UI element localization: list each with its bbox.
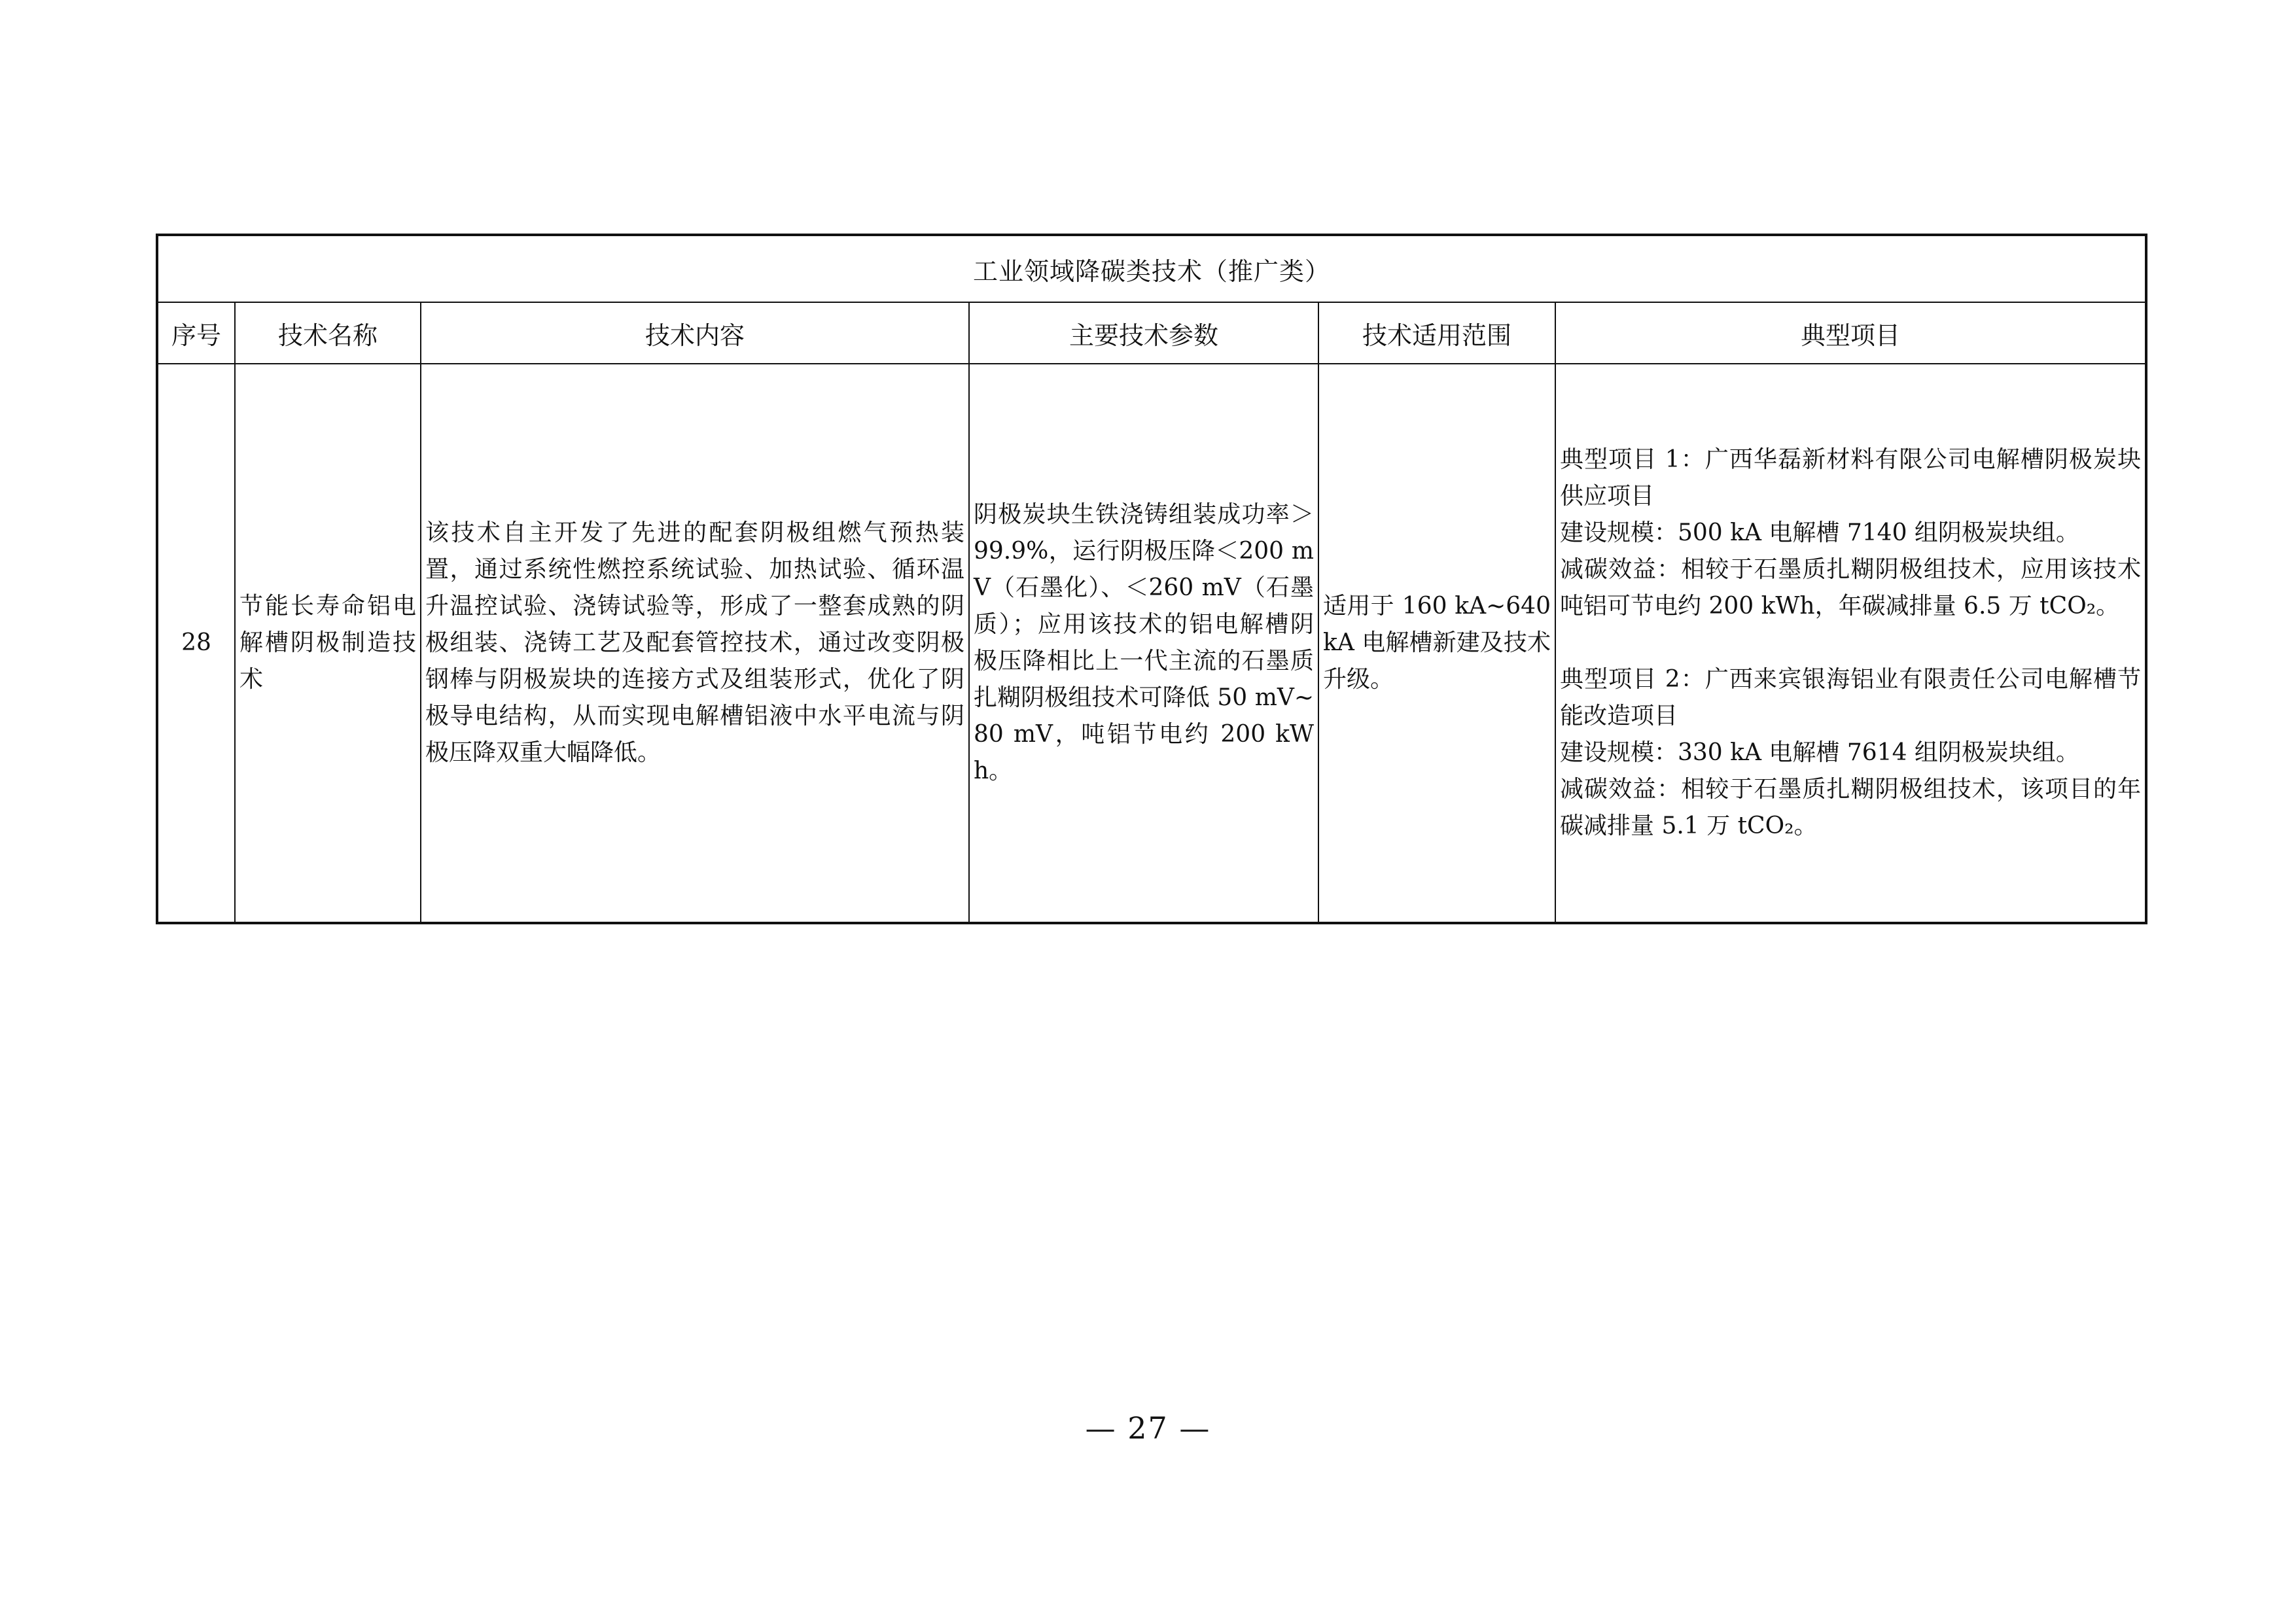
header-scope: 技术适用范围	[1318, 302, 1555, 364]
cell-scope	[1318, 364, 1555, 923]
table-row	[157, 364, 2146, 923]
technology-name: 节能长寿命铝电解槽阴极制造技术	[239, 593, 416, 693]
typical-projects	[1556, 442, 2145, 845]
project-1-scale: 建设规模：500 kA 电解槽 7140 组阴极炭块组。	[1560, 519, 2079, 546]
project-1-benefit: 减碳效益：相较于石墨质扎糊阴极组技术，应用该技术吨铝可节电约 200 kWh，年碳减排量 6.5 万 tCO₂。	[1560, 556, 2142, 620]
seq-value: 28	[181, 629, 211, 656]
technology-content: 该技术自主开发了先进的配套阴极组燃气预热装置，通过系统性燃控系统试验、加热试验、循环温升温控试验、浇铸试验等，形成了一整套成熟的阴极组装、浇铸工艺及配套管控技术，通过改变阴极钢棒与阴极炭块的连接方式及组装形式，优化了阴极导电结构，从而实现电解槽铝液中水平电流与阴极压降双重大幅降低。	[425, 519, 964, 766]
project-2-title: 典型项目 2：广西来宾银海铝业有限责任公司电解槽节能改造项目	[1560, 666, 2142, 729]
project-2-scale: 建设规模：330 kA 电解槽 7614 组阴极炭块组。	[1560, 739, 2079, 766]
project-spacer	[1560, 625, 2141, 661]
table-header-row	[157, 302, 2146, 364]
technology-params: 阴极炭块生铁浇铸组装成功率＞99.9%，运行阴极压降＜200 mV（石墨化）、＜260 mV（石墨质）；应用该技术的铝电解槽阴极压降相比上一代主流的石墨质扎糊阴极组技术可降低 50 mV~80 mV，吨铝节电约 200 kWh。	[974, 501, 1314, 784]
technology-table	[156, 234, 2147, 924]
project-2	[1560, 661, 2141, 845]
project-2-benefit: 减碳效益：相较于石墨质扎糊阴极组技术，该项目的年碳减排量 5.1 万 tCO₂。	[1560, 776, 2142, 839]
header-content: 技术内容	[421, 302, 969, 364]
project-1	[1560, 442, 2141, 625]
cell-seq	[157, 364, 235, 923]
cell-projects	[1555, 364, 2146, 923]
cell-name	[235, 364, 421, 923]
page-number: — 27 —	[1085, 1410, 1211, 1446]
technology-scope: 适用于 160 kA~640 kA 电解槽新建及技术升级。	[1323, 593, 1551, 693]
header-projects: 典型项目	[1555, 302, 2146, 364]
header-name: 技术名称	[235, 302, 421, 364]
cell-content	[421, 364, 969, 923]
cell-params	[969, 364, 1318, 923]
header-seq: 序号	[157, 302, 235, 364]
table-title: 工业领域降碳类技术（推广类）	[157, 235, 2146, 302]
table-title-row	[157, 235, 2146, 302]
header-params: 主要技术参数	[969, 302, 1318, 364]
project-1-title: 典型项目 1：广西华磊新材料有限公司电解槽阴极炭块供应项目	[1560, 446, 2142, 510]
